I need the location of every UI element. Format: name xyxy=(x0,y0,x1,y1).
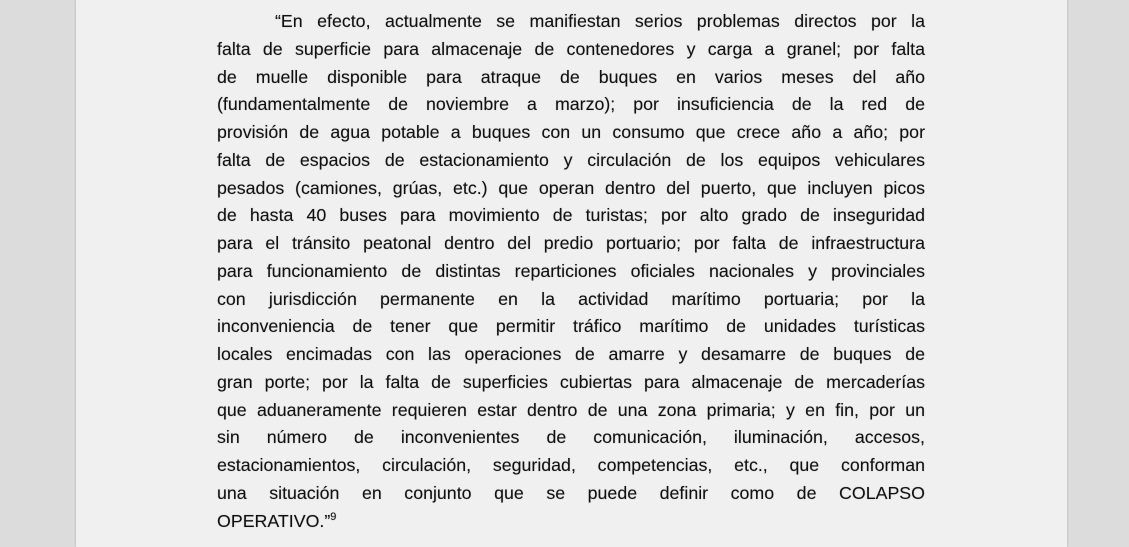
paragraph-last-line xyxy=(217,508,925,536)
paragraph-line: “En efecto, actualmente se manifiestan serios problemas directos por la xyxy=(275,11,925,31)
paragraph-line: sin número de inconvenientes de comunicación, iluminación, accesos, xyxy=(217,427,925,448)
paragraph-line: una situación en conjunto que se puede definir como de COLAPSO xyxy=(217,482,925,503)
paragraph-line-text: OPERATIVO.” xyxy=(217,510,331,531)
document-page xyxy=(76,0,1067,547)
quote-paragraph xyxy=(217,8,925,535)
paragraph-line: (fundamentalmente de noviembre a marzo); por insuficiencia de la red de xyxy=(217,94,925,115)
paragraph-line: pesados (camiones, grúas, etc.) que operan dentro del puerto, que incluyen picos xyxy=(217,177,925,198)
paragraph-line: para funcionamiento de distintas reparticiones oficiales nacionales y provinciales xyxy=(217,260,925,281)
paragraph-line: provisión de agua potable a buques con un consumo que crece año a año; por xyxy=(217,122,925,142)
footnote-reference[interactable]: 9 xyxy=(330,510,337,523)
paragraph-line: para el tránsito peatonal dentro del predio portuario; por falta de infraestructura xyxy=(217,233,925,253)
paragraph-line: falta de superficie para almacenaje de contenedores y carga a granel; por falta xyxy=(217,38,925,59)
paragraph-line: que aduaneramente requieren estar dentro de una zona primaria; y en fin, por un xyxy=(217,399,925,420)
paragraph-line: de muelle disponible para atraque de buques en varios meses del año xyxy=(217,66,925,87)
paragraph-line: estacionamientos, circulación, seguridad, competencias, etc., que conforman xyxy=(217,455,925,475)
paragraph-line: inconveniencia de tener que permitir tráfico marítimo de unidades turísticas xyxy=(217,316,925,337)
paragraph-line: locales encimadas con las operaciones de amarre y desamarre de buques de xyxy=(217,344,925,364)
paragraph-line: gran porte; por la falta de superficies cubiertas para almacenaje de mercaderías xyxy=(217,371,925,392)
paragraph-line: de hasta 40 buses para movimiento de turistas; por alto grado de inseguridad xyxy=(217,205,925,226)
paragraph-line: con jurisdicción permanente en la actividad marítimo portuaria; por la xyxy=(217,288,925,309)
paragraph-line: falta de espacios de estacionamiento y circulación de los equipos vehiculares xyxy=(217,149,925,170)
